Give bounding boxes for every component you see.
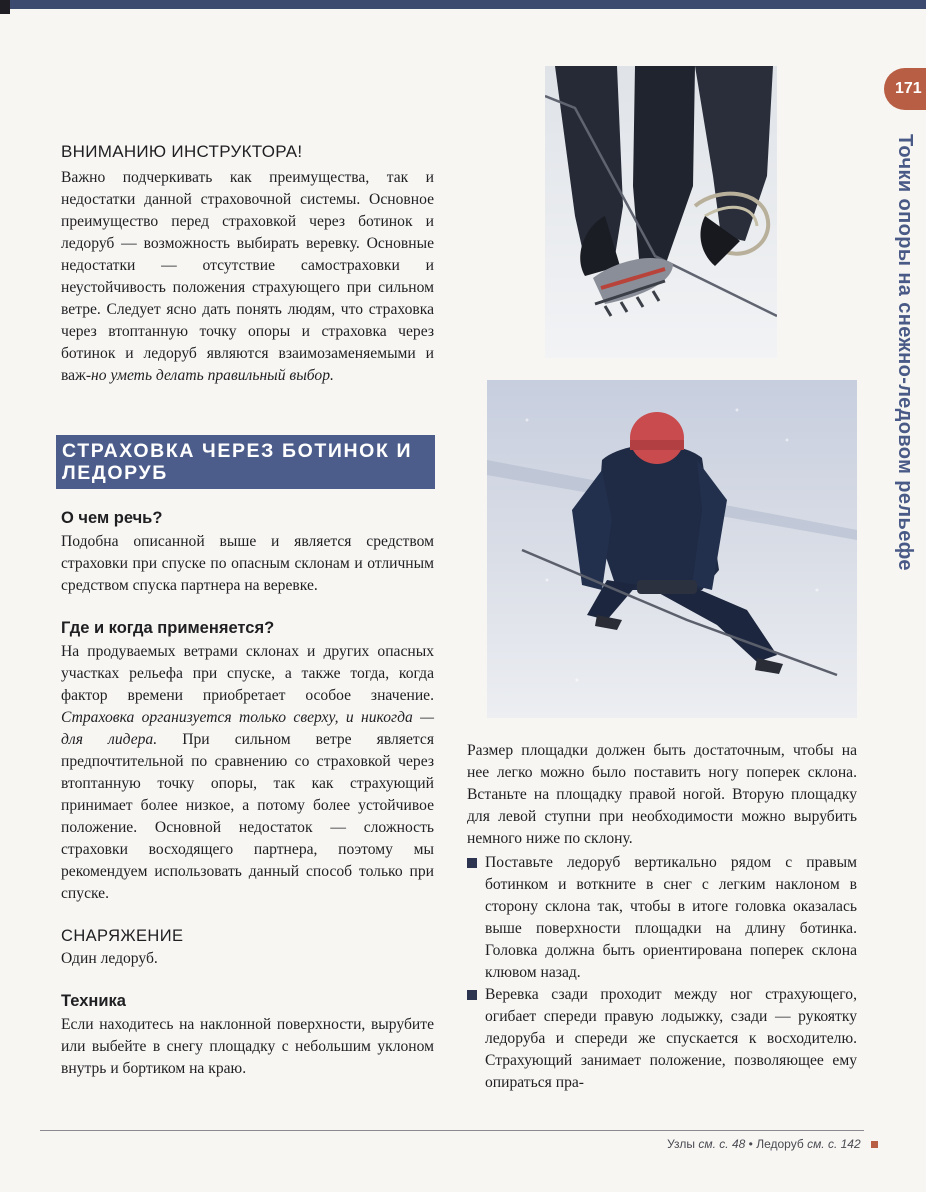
- footer-crossref: [600, 1137, 878, 1151]
- what-text: Подобна описанной выше и является средством страховки при спуске по опасным склонам и отличным средством спуска партнера на веревке.: [61, 533, 434, 594]
- technique-heading: Техника: [61, 992, 126, 1010]
- where-heading: Где и когда применяется?: [61, 619, 275, 637]
- where-text: На продуваемых ветрами склонах и других опасных участках рельефа при спуске, а также тогда, когда фактор времени приобретает особое значение. Страховка организуется только сверху, и никогда — для лидера. При сильном ветре является предпочтительной по сравнению со страховкой через втоптанную точку опоры, так как страхующий принимает более низкое, а потому более устойчивое положение. Основной недостаток — сложность страховки восходящего партнера, поэтому мы рекомендуем использовать данный способ только при спуске.: [61, 643, 434, 902]
- list-item: Веревка сзади проходит между ног страхующего, огибает спереди правую лодыжку, сзади — рукоятку ледоруба и спереди же спускается к восходителю. Страхующий занимает положение, позволяющее ему опираться пра-: [467, 984, 857, 1094]
- page-number-tab: 171: [884, 68, 926, 110]
- technique-continued-text: Размер площадки должен быть достаточным, чтобы на нее легко можно было поставить ногу поперек склона. Встаньте на площадку правой ногой. Вторую площадку для левой ступни при необходимости можно вырубить немного ниже по склону.: [467, 742, 857, 847]
- photo-belayer-on-slope-image: [487, 380, 857, 718]
- footer-divider: [40, 1130, 864, 1131]
- bullet-square-icon: [467, 858, 477, 868]
- footer-ref1-label: Узлы: [667, 1137, 696, 1151]
- page-corner: [0, 0, 10, 14]
- photo-boot-belay-closeup: [545, 66, 777, 358]
- footer-square-icon: [871, 1141, 878, 1148]
- right-column: [467, 740, 857, 1094]
- section-banner: СТРАХОВКА ЧЕРЕЗ БОТИНОК И ЛЕДОРУБ: [56, 435, 435, 489]
- photo-belayer-on-slope: [487, 380, 857, 718]
- instructor-note-italic: но уметь делать правильный выбор.: [91, 367, 334, 384]
- left-column: [61, 142, 434, 1080]
- footer-ref2-page: см. с. 142: [807, 1137, 861, 1151]
- instructor-note-text: Важно подчеркивать как преимущества, так и недостатки данной страховочной системы. Основное преимущество перед страховкой через ботинок и ледоруб — возможность выбирать веревку. Основные недостатки — отсутствие самостраховки и неустойчивость положения страхующего при сильном ветре. Следует ясно дать понять людям, что страховка через втоптанную точку опоры и страховка через ботинок и ледоруб являются взаимозаменяемыми и важ-но уметь делать правильный выбор.: [61, 169, 434, 384]
- top-edge-bar: [0, 0, 926, 9]
- technique-steps: [467, 852, 857, 1094]
- running-title: Точки опоры на снежно-ледовом рельефе: [894, 134, 916, 571]
- what-heading: О чем речь?: [61, 509, 163, 527]
- equipment-text: Один ледоруб.: [61, 950, 158, 967]
- list-item: Поставьте ледоруб вертикально рядом с правым ботинком и воткните в снег с легким наклоном в сторону склона так, чтобы в итоге головка оказалась выше поверхности площадки на длину ботинка. Головка должна быть ориентирована поперек склона клювом назад.: [467, 852, 857, 984]
- instructor-note-heading: ВНИМАНИЮ ИНСТРУКТОРА!: [61, 142, 303, 161]
- equipment-heading: СНАРЯЖЕНИЕ: [61, 927, 184, 945]
- footer-separator: •: [748, 1137, 753, 1151]
- footer-ref1-page: см. с. 48: [698, 1137, 746, 1151]
- technique-text: Если находитесь на наклонной поверхности, вырубите или выбейте в снегу площадку с небольшим уклоном внутрь и бортиком на краю.: [61, 1016, 434, 1077]
- footer-ref2-label: Ледоруб: [756, 1137, 804, 1151]
- photo-boot-belay-closeup-image: [545, 66, 777, 358]
- where-italic: Страховка организуется только сверху, и никогда — для лидера.: [61, 709, 434, 748]
- bullet-square-icon: [467, 990, 477, 1000]
